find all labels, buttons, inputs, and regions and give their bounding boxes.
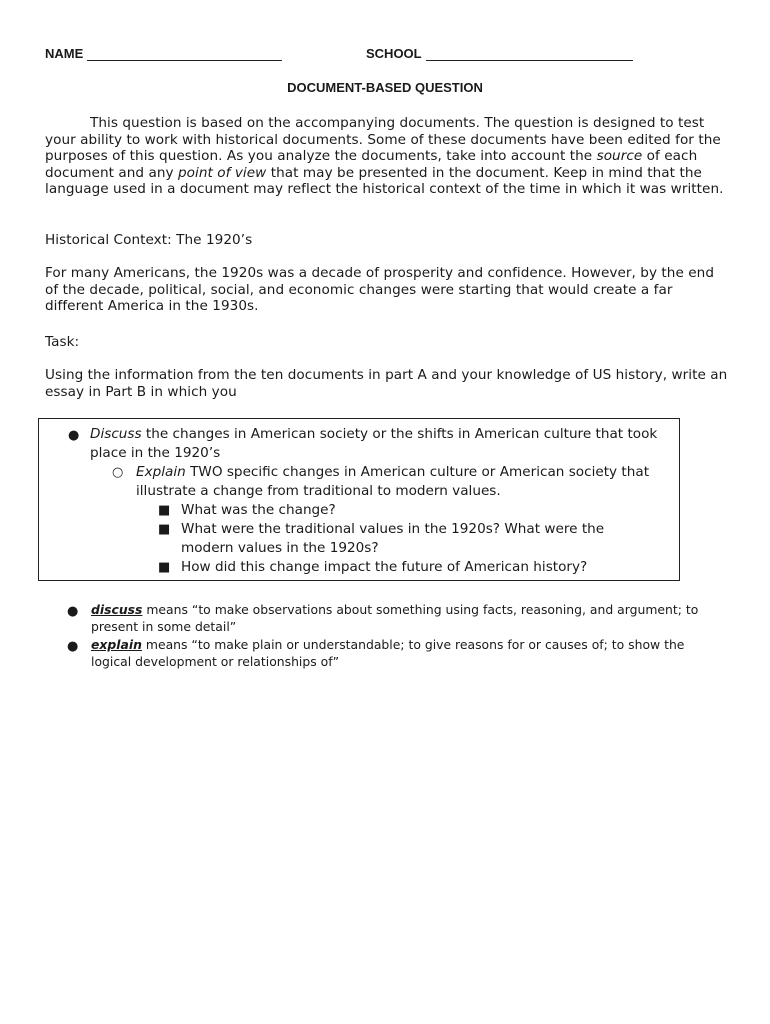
definition-explain — [91, 636, 731, 671]
definition-discuss-text: means “to make observations about something using facts, reasoning, and argument; to — [142, 602, 699, 617]
name-field[interactable] — [45, 46, 282, 61]
definition-discuss — [91, 601, 731, 636]
question-2-line-2: modern values in the 1920s? — [181, 540, 379, 556]
name-label: NAME — [45, 46, 84, 61]
definition-explain-term: explain — [91, 637, 142, 652]
school-blank-line[interactable] — [426, 46, 633, 61]
task-explain-text: TWO specific changes in American culture or American society that — [185, 464, 650, 480]
intro-text-3: that may be presented in the document. Keep in mind that the language used in a document may reflect the historical context of the time in which it was written. — [45, 164, 724, 198]
square-bullet-icon: ■ — [158, 522, 171, 537]
task-label: Task: — [45, 334, 80, 350]
bullet-icon: ● — [67, 639, 79, 654]
square-bullet-icon: ■ — [158, 560, 171, 575]
question-3: How did this change impact the future of American history? — [181, 559, 588, 575]
historical-context-label: Historical Context: The 1920’s — [45, 232, 253, 248]
name-blank-line[interactable] — [87, 46, 282, 61]
definition-discuss-text-2: present in some detail” — [91, 619, 237, 635]
task-discuss-text: the changes in American society or the shifts in American culture that took — [141, 426, 658, 442]
task-explain-line — [136, 463, 649, 482]
task-explain-term: Explain — [136, 464, 186, 480]
intro-text-2: of each document and any — [45, 148, 698, 181]
circle-bullet-icon: ○ — [112, 465, 124, 480]
intro-text-1: This question is based on the accompanying documents. The question is designed to test your ability to work with historical documents. Some of these documents have been edited for the purposes of this question. As you analyze the documents, take into account the — [45, 115, 721, 165]
document-title: DOCUMENT-BASED QUESTION — [287, 80, 483, 95]
school-field[interactable] — [366, 46, 633, 61]
historical-context-body: For many Americans, the 1920s was a decade of prosperity and confidence. However, by the end of the decade, political, social, and economic changes were starting that would create a far different America in the 1930s. — [45, 265, 715, 315]
task-explain-line-2: illustrate a change from traditional to modern values. — [136, 483, 501, 499]
school-label: SCHOOL — [366, 46, 422, 61]
intro-source: source — [596, 148, 643, 165]
definition-explain-text: means “to make plain or understandable; to give reasons for or causes of; to show the — [141, 637, 685, 652]
task-body: Using the information from the ten documents in part A and your knowledge of US history, write an essay in Part B in which you — [45, 367, 728, 400]
task-discuss-term: Discuss — [90, 426, 142, 442]
square-bullet-icon: ■ — [158, 503, 171, 518]
bullet-icon: ● — [67, 604, 79, 619]
task-discuss-line-2: place in the 1920’s — [90, 445, 221, 461]
header-fields — [45, 46, 645, 66]
task-box — [38, 418, 680, 581]
task-discuss-line — [90, 425, 657, 444]
definition-discuss-term: discuss — [91, 602, 143, 617]
intro-point-of-view: point of view — [177, 164, 267, 181]
question-1: What was the change? — [181, 502, 336, 518]
question-2: What were the traditional values in the 1920s? What were the — [181, 521, 605, 537]
intro-paragraph — [45, 115, 730, 198]
definition-explain-text-2: logical development or relationships of” — [91, 654, 339, 670]
bullet-icon: ● — [68, 428, 80, 443]
